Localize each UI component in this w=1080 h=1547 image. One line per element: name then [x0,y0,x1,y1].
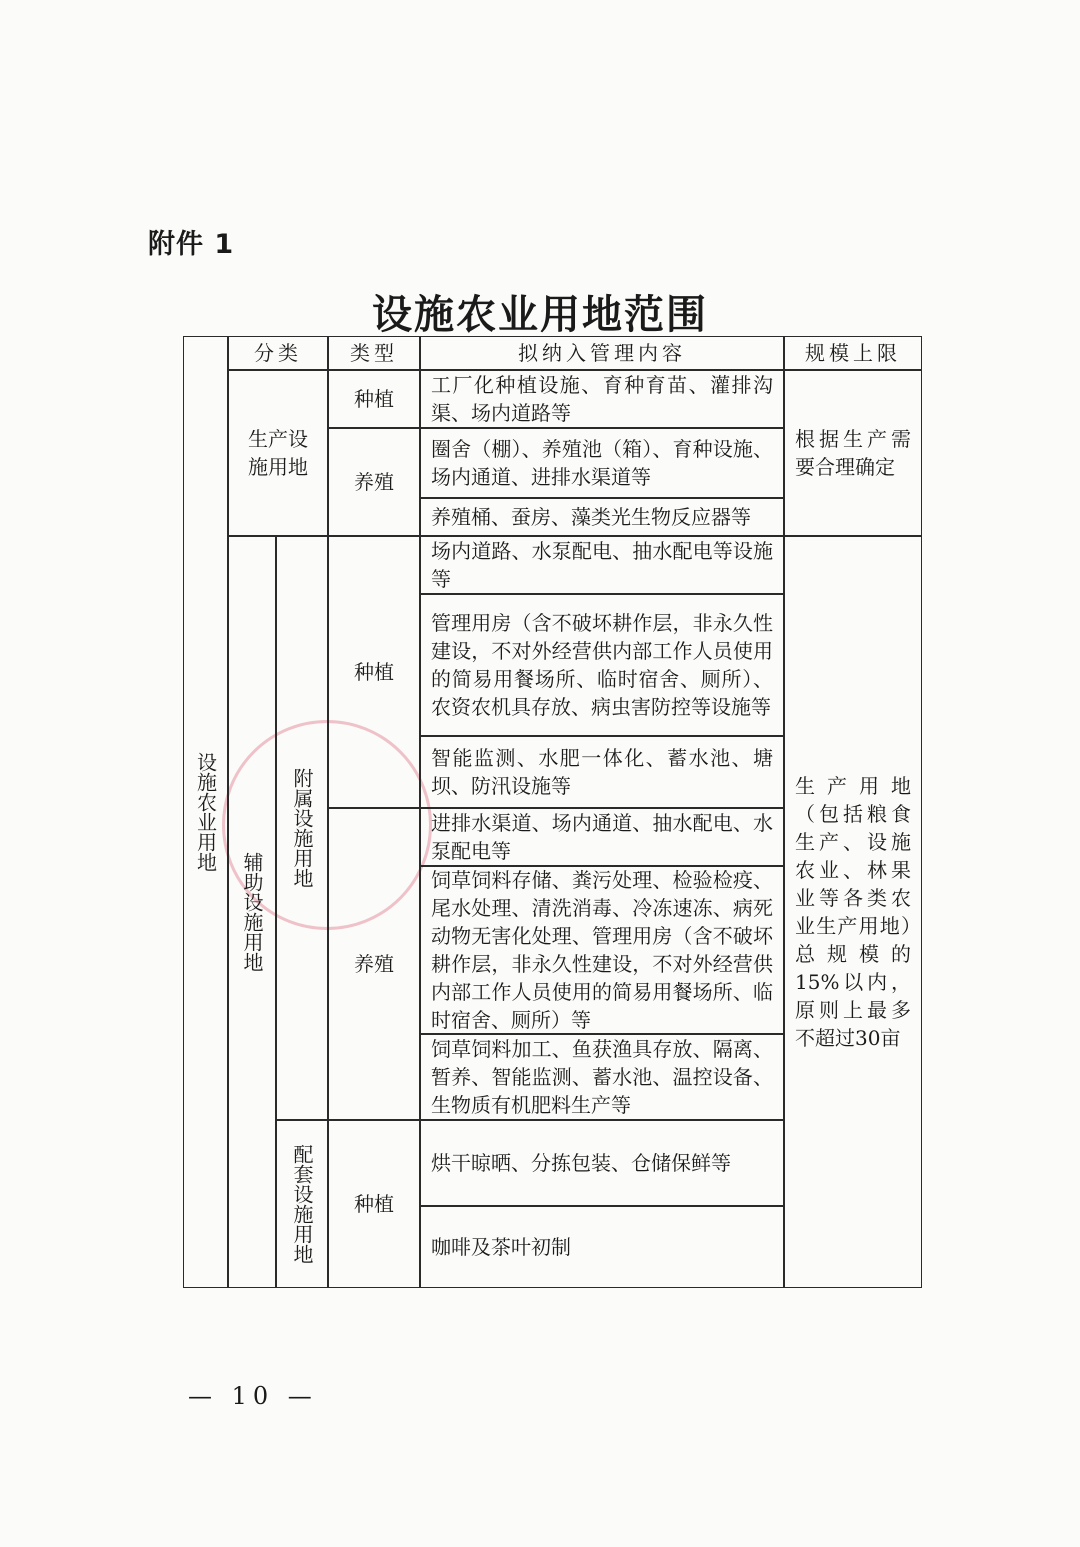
category-supporting-facility-land: 配套设施用地 [276,1120,328,1288]
content-attached-planting-3: 智能监测、水肥一体化、蓄水池、塘坝、防汛设施等 [420,736,784,808]
content-production-breeding-1: 圈舍（棚）、养殖池（箱）、育种设施、场内通道、进排水渠道等 [420,428,784,498]
category-facility-agricultural-land: 设施农业用地 [183,336,228,1288]
content-supporting-planting-2: 咖啡及茶叶初制 [420,1206,784,1288]
content-attached-breeding-1: 进排水渠道、场内通道、抽水配电、水泵配电等 [420,808,784,866]
content-attached-breeding-2: 饲草饲料存储、粪污处理、检验检疫、尾水处理、清洗消毒、冷冻速冻、病死动物无害化处理、管理用房（含不破坏耕作层，非永久性建设，不对外经营供内部工作人员使用的简易用餐场所、临时宿舍、厕所）等 [420,866,784,1034]
attachment-label: 附件 1 [148,229,235,260]
header-limit: 规模上限 [784,336,922,370]
content-supporting-planting-1: 烘干晾晒、分拣包装、仓储保鲜等 [420,1120,784,1206]
type-supporting-planting: 种植 [328,1120,420,1288]
type-attached-planting: 种植 [328,536,420,808]
limit-auxiliary: 生产用地（包括粮食生产、设施农业、林果业等各类农业生产用地）总规模的15%以内，原则上最多不超过30亩 [784,536,922,1288]
document-title: 设施农业用地范围 [372,292,708,338]
content-attached-planting-2: 管理用房（含不破坏耕作层，非永久性建设，不对外经营供内部工作人员使用的简易用餐场所、临时宿舍、厕所）、农资农机具存放、病虫害防控等设施等 [420,594,784,736]
content-production-planting: 工厂化种植设施、育种育苗、灌排沟渠、场内道路等 [420,370,784,428]
type-production-breeding: 养殖 [328,428,420,536]
limit-production: 根据生产需要合理确定 [784,370,922,536]
type-attached-breeding: 养殖 [328,808,420,1120]
category-production-facility-land: 生产设施用地 [228,370,328,536]
category-auxiliary-facility-land: 辅助设施用地 [228,536,276,1288]
page-number: — 10 — [188,1382,318,1410]
content-production-breeding-2: 养殖桶、蚕房、藻类光生物反应器等 [420,498,784,536]
header-category: 分类 [228,336,328,370]
type-production-planting: 种植 [328,370,420,428]
category-attached-facility-land: 附属设施用地 [276,536,328,1120]
content-attached-planting-1: 场内道路、水泵配电、抽水配电等设施等 [420,536,784,594]
header-content: 拟纳入管理内容 [420,336,784,370]
content-attached-breeding-3: 饲草饲料加工、鱼获渔具存放、隔离、暂养、智能监测、蓄水池、温控设备、生物质有机肥料生产等 [420,1034,784,1120]
header-type: 类型 [328,336,420,370]
